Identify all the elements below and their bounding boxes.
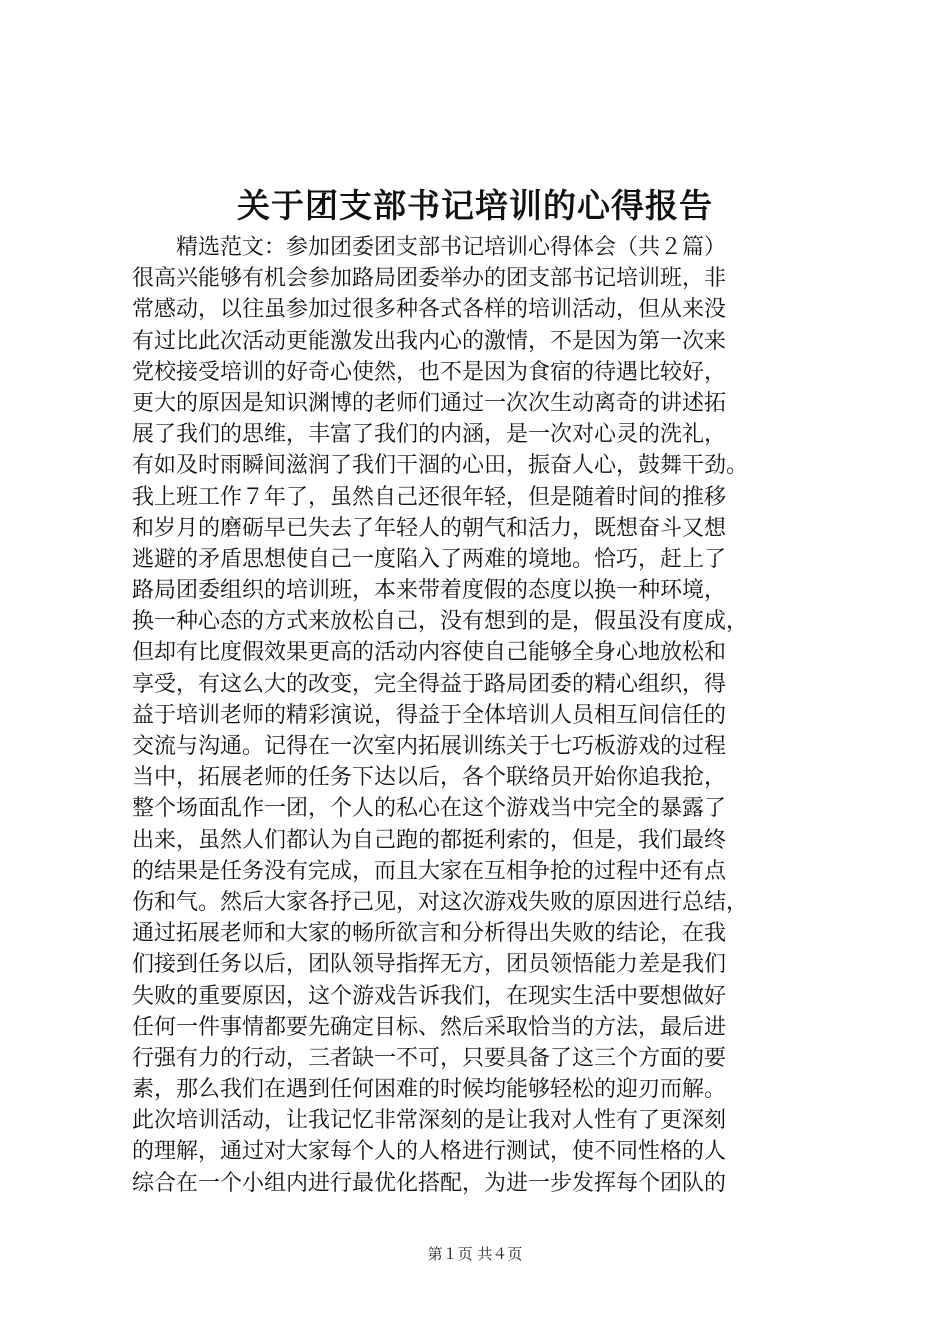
- body-line: 精选范文：参加团委团支部书记培训心得体会（共２篇）: [176, 235, 727, 260]
- body-line: 出来，虽然人们都认为自己跑的都挺利索的，但是，我们最终: [132, 827, 727, 853]
- body-line: 素，那么我们在遇到任何困难的时候均能够轻松的迎刃而解。: [132, 1077, 727, 1103]
- document-body: [132, 232, 832, 1199]
- document-title: 关于团支部书记培训的心得报告: [237, 186, 713, 225]
- body-line: 综合在一个小组内进行最优化搭配，为进一步发挥每个团队的: [132, 1170, 727, 1196]
- body-line: 的结果是任务没有完成，而且大家在互相争抢的过程中还有点: [132, 858, 727, 884]
- body-line: 有过比此次活动更能激发出我内心的激情，不是因为第一次来: [132, 328, 727, 354]
- body-line: 很高兴能够有机会参加路局团委举办的团支部书记培训班，非: [132, 266, 727, 292]
- body-line: 当中，拓展老师的任务下达以后，各个联络员开始你追我抢，: [132, 765, 727, 791]
- body-line: 此次培训活动，让我记忆非常深刻的是让我对人性有了更深刻: [132, 1108, 727, 1134]
- body-line: 常感动，以往虽参加过很多种各式各样的培训活动，但从来没: [132, 297, 727, 323]
- body-line: 和岁月的磨砺早已失去了年轻人的朝气和活力，既想奋斗又想: [132, 515, 727, 541]
- body-line: 的理解，通过对大家每个人的人格进行测试，使不同性格的人: [132, 1139, 727, 1165]
- body-line: 展了我们的思维，丰富了我们的内涵，是一次对心灵的洗礼，: [132, 422, 727, 448]
- body-line: 们接到任务以后，团队领导指挥无方，团员领悟能力差是我们: [132, 952, 727, 978]
- body-line: 伤和气。然后大家各抒己见，对这次游戏失败的原因进行总结，: [132, 889, 749, 915]
- body-line: 失败的重要原因，这个游戏告诉我们，在现实生活中要想做好: [132, 983, 727, 1009]
- body-line: 益于培训老师的精彩演说，得益于全体培训人员相互间信任的: [132, 702, 727, 728]
- body-line: 换一种心态的方式来放松自己，没有想到的是，假虽没有度成，: [132, 609, 749, 635]
- body-line: 享受，有这么大的改变，完全得益于路局团委的精心组织，得: [132, 671, 727, 697]
- body-line: 通过拓展老师和大家的畅所欲言和分析得出失败的结论，在我: [132, 921, 727, 947]
- body-line: 任何一件事情都要先确定目标、然后采取恰当的方法，最后进: [132, 1014, 727, 1040]
- page-number-footer: 第１页 共４页: [427, 1245, 523, 1263]
- body-line: 整个场面乱作一团，个人的私心在这个游戏当中完全的暴露了: [132, 796, 727, 822]
- body-line: 交流与沟通。记得在一次室内拓展训练关于七巧板游戏的过程: [132, 734, 727, 759]
- body-line: 党校接受培训的好奇心使然，也不是因为食宿的待遇比较好，: [132, 359, 727, 385]
- body-line: 逃避的矛盾思想使自己一度陷入了两难的境地。恰巧，赶上了: [132, 546, 727, 572]
- body-line: 行强有力的行动，三者缺一不可，只要具备了这三个方面的要: [132, 1045, 727, 1071]
- body-line: 路局团委组织的培训班，本来带着度假的态度以换一种环境，: [132, 578, 727, 604]
- body-line: 更大的原因是知识渊博的老师们通过一次次生动离奇的讲述拓: [132, 390, 727, 416]
- body-line: 有如及时雨瞬间滋润了我们干涸的心田，振奋人心，鼓舞干劲。: [132, 453, 749, 479]
- body-line: 但却有比度假效果更高的活动内容使自己能够全身心地放松和: [132, 640, 727, 666]
- body-line: 我上班工作７年了，虽然自己还很年轻，但是随着时间的推移: [132, 484, 727, 510]
